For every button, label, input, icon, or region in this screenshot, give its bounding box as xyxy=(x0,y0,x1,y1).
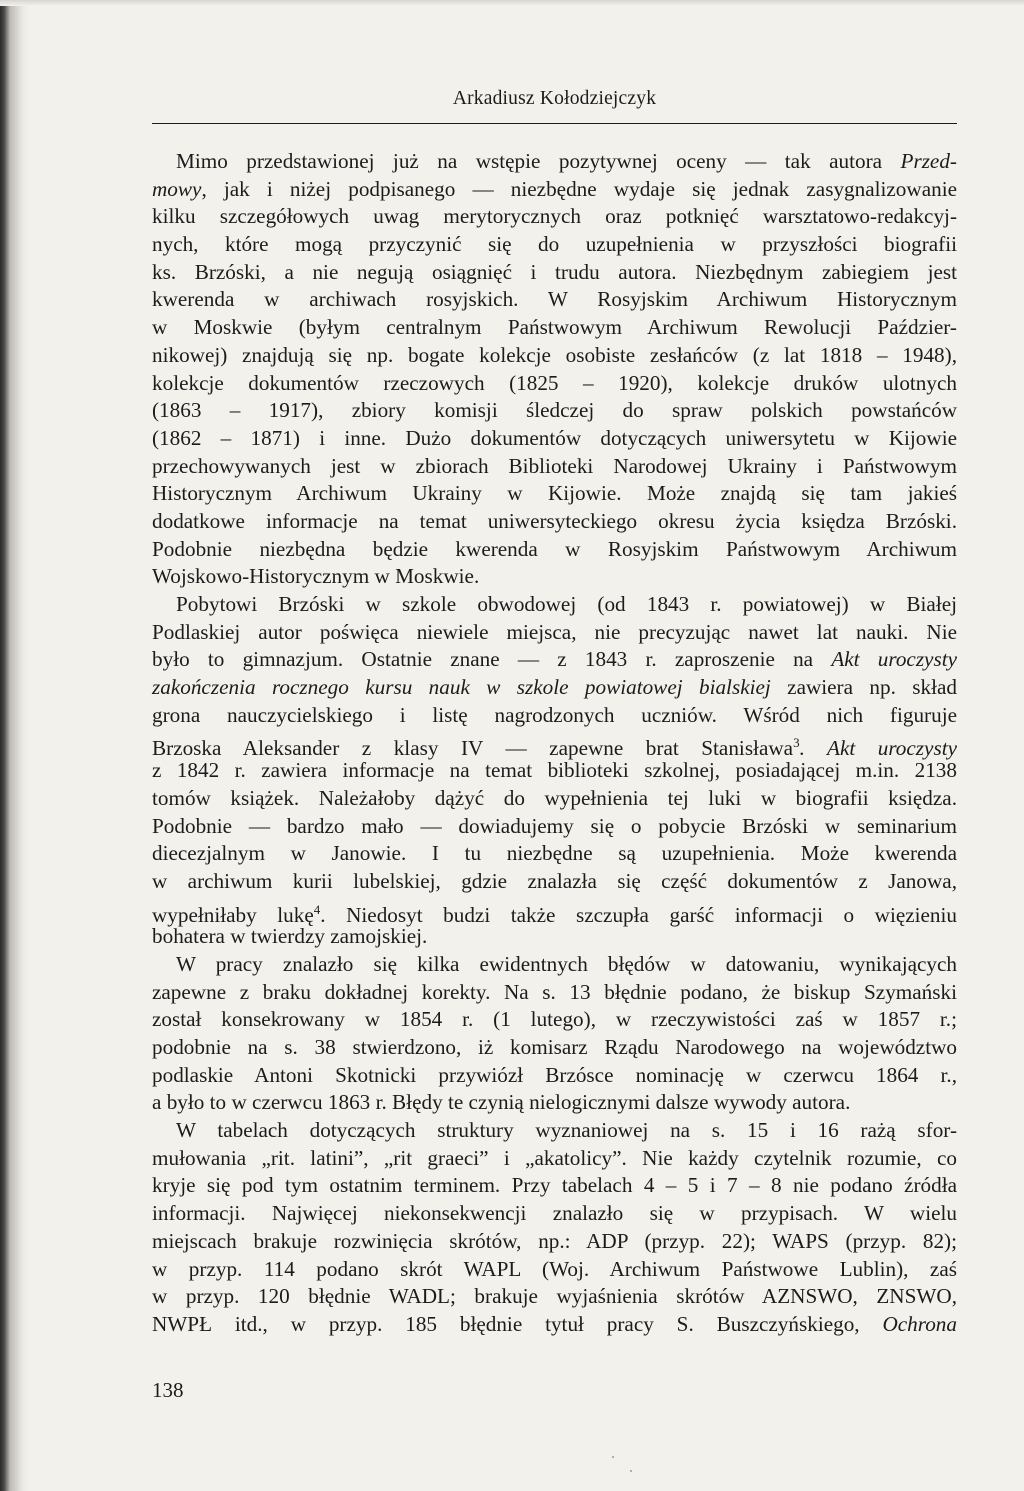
text-line: z 1842 r. zawiera informacje na temat biblioteki szkolnej, posiadającej m.in. 2138 xyxy=(152,758,957,783)
text-line: kwerenda w archiwach rosyjskich. W Rosyjskim Archiwum Historycznym xyxy=(152,287,957,312)
scan-binding-shadow xyxy=(0,0,28,1491)
running-head: Arkadiusz Kołodziejczyk xyxy=(452,88,657,109)
text-line: kolekcje dokumentów rzeczowych (1825 – 1920), kolekcje druków ulotnych xyxy=(152,370,957,395)
text-line: Podobnie — bardzo mało — dowiadujemy się o pobycie Brzóski w seminarium xyxy=(152,813,957,838)
scan-speck xyxy=(612,1456,614,1458)
text-line: bohatera w twierdzy zamojskiej. xyxy=(152,924,428,949)
text-line: wypełniłaby lukę$^4$. Niedosyt budzi także szczupła garść informacji o więzieniu xyxy=(152,901,958,927)
text-line: nych, które mogą przyczynić się do uzupełnienia w przyszłości biografii xyxy=(152,232,957,257)
text-line: Podobnie niezbędna będzie kwerenda w Rosyjskim Państwowym Archiwum xyxy=(152,536,957,561)
scan-speck xyxy=(630,1470,632,1472)
text-line: Mimo przedstawionej już na wstępie pozytywnej oceny — tak autora Przed- xyxy=(176,149,957,173)
text-line: mułowania „rit. latini”, „rit graeci” i „akatolicy”. Nie każdy czytelnik rozumie, co xyxy=(152,1145,957,1170)
book-page xyxy=(152,0,957,1491)
text-line: w przyp. 120 błędnie WADL; brakuje wyjaśnienia skrótów AZNSWO, ZNSWO, xyxy=(152,1284,957,1309)
text-line: zakończenia rocznego kursu nauk w szkole powiatowej bialskiej zawiera np. skład xyxy=(152,675,957,700)
text-line: podlaskie Antoni Skotnicki przywiózł Brzósce nominację w czerwcu 1864 r., xyxy=(152,1062,957,1087)
text-line: (1863 – 1917), zbiory komisji śledczej do spraw polskich powstańców xyxy=(152,398,957,423)
text-line: kilku szczegółowych uwag merytorycznych oraz potknięć warsztatowo-redakcyj- xyxy=(152,204,957,229)
text-line: grona nauczycielskiego i listę nagrodzonych uczniów. Wśród nich figuruje xyxy=(152,702,957,727)
text-line: (1862 – 1871) i inne. Dużo dokumentów dotyczących uniwersytetu w Kijowie xyxy=(152,425,957,450)
text-line: przechowywanych jest w zbiorach Biblioteki Narodowej Ukrainy i Państwowym xyxy=(152,453,957,478)
text-line: W pracy znalazło się kilka ewidentnych błędów w datowaniu, wynikających xyxy=(176,951,957,976)
text-line: tomów książek. Należałoby dążyć do wypełnienia tej luki w biografii księdza. xyxy=(152,785,957,810)
text-line: zapewne z braku dokładnej korekty. Na s. 13 błędnie podano, że biskup Szymański xyxy=(152,979,957,1004)
text-line: W tabelach dotyczących struktury wyznaniowej na s. 15 i 16 rażą sfor- xyxy=(176,1118,957,1143)
text-line: nikowej) znajdują się np. bogate kolekcje osobiste zesłańców (z lat 1818 – 1948), xyxy=(152,342,957,367)
text-line: w archiwum kurii lubelskiej, gdzie znalazła się część dokumentów z Janowa, xyxy=(152,868,957,893)
body-text xyxy=(152,148,957,1339)
text-line: było to gimnazjum. Ostatnie znane — z 1843 r. zaproszenie na Akt uroczysty xyxy=(152,647,957,672)
text-line: został konsekrowany w 1854 r. (1 lutego), w rzeczywistości zaś w 1857 r.; xyxy=(152,1007,957,1032)
footnote-ref: 3 xyxy=(793,735,800,751)
text-line: a było to w czerwcu 1863 r. Błędy te czynią nielogicznymi dalsze wywody autora. xyxy=(152,1090,851,1115)
text-line: ks. Brzóski, a nie negują osiągnięć i trudu autora. Niezbędnym zabiegiem jest xyxy=(152,259,957,284)
text-line: podobnie na s. 38 stwierdzono, iż komisarz Rządu Narodowego na województwo xyxy=(152,1035,957,1059)
footnote-ref: 4 xyxy=(313,901,321,917)
text-line: w przyp. 114 podano skrót WAPL (Woj. Archiwum Państwowe Lublin), zaś xyxy=(152,1256,957,1281)
text-line: Pobytowi Brzóski w szkole obwodowej (od 1843 r. powiatowej) w Białej xyxy=(176,592,957,616)
text-line: mowy, jak i niżej podpisanego — niezbędne wydaje się jednak zasygnalizowanie xyxy=(152,176,957,201)
page-number: 138 xyxy=(152,1378,184,1402)
text-line: kryje się pod tym ostatnim terminem. Przy tabelach 4 – 5 i 7 – 8 nie podano źródła xyxy=(152,1173,957,1198)
text-line: diecezjalnym w Janowie. I tu niezbędne są uzupełnienia. Może kwerenda xyxy=(152,841,957,866)
text-line: miejscach brakuje rozwinięcia skrótów, np.: ADP (przyp. 22); WAPS (przyp. 82); xyxy=(152,1228,957,1253)
text-line: informacji. Najwięcej niekonsekwencji znalazło się w przypisach. W wielu xyxy=(152,1201,957,1226)
header-rule xyxy=(152,123,957,124)
text-line: dodatkowe informacje na temat uniwersyteckiego okresu życia księdza Brzóski. xyxy=(152,508,957,533)
text-line: w Moskwie (byłym centralnym Państwowym Archiwum Rewolucji Paździer- xyxy=(152,315,957,340)
text-line: NWPŁ itd., w przyp. 185 błędnie tytuł pracy S. Buszczyńskiego, Ochrona xyxy=(152,1311,957,1336)
text-line: Podlaskiej autor poświęca niewiele miejsca, nie precyzując nawet lat nauki. Nie xyxy=(152,619,957,644)
text-line: Brzoska Aleksander z klasy IV — zapewne brat Stanisława$^3$. Akt uroczysty xyxy=(152,735,957,761)
text-line: Wojskowo-Historycznym w Moskwie. xyxy=(152,564,480,589)
text-line: Historycznym Archiwum Ukrainy w Kijowie. Może znajdą się tam jakieś xyxy=(152,481,957,506)
